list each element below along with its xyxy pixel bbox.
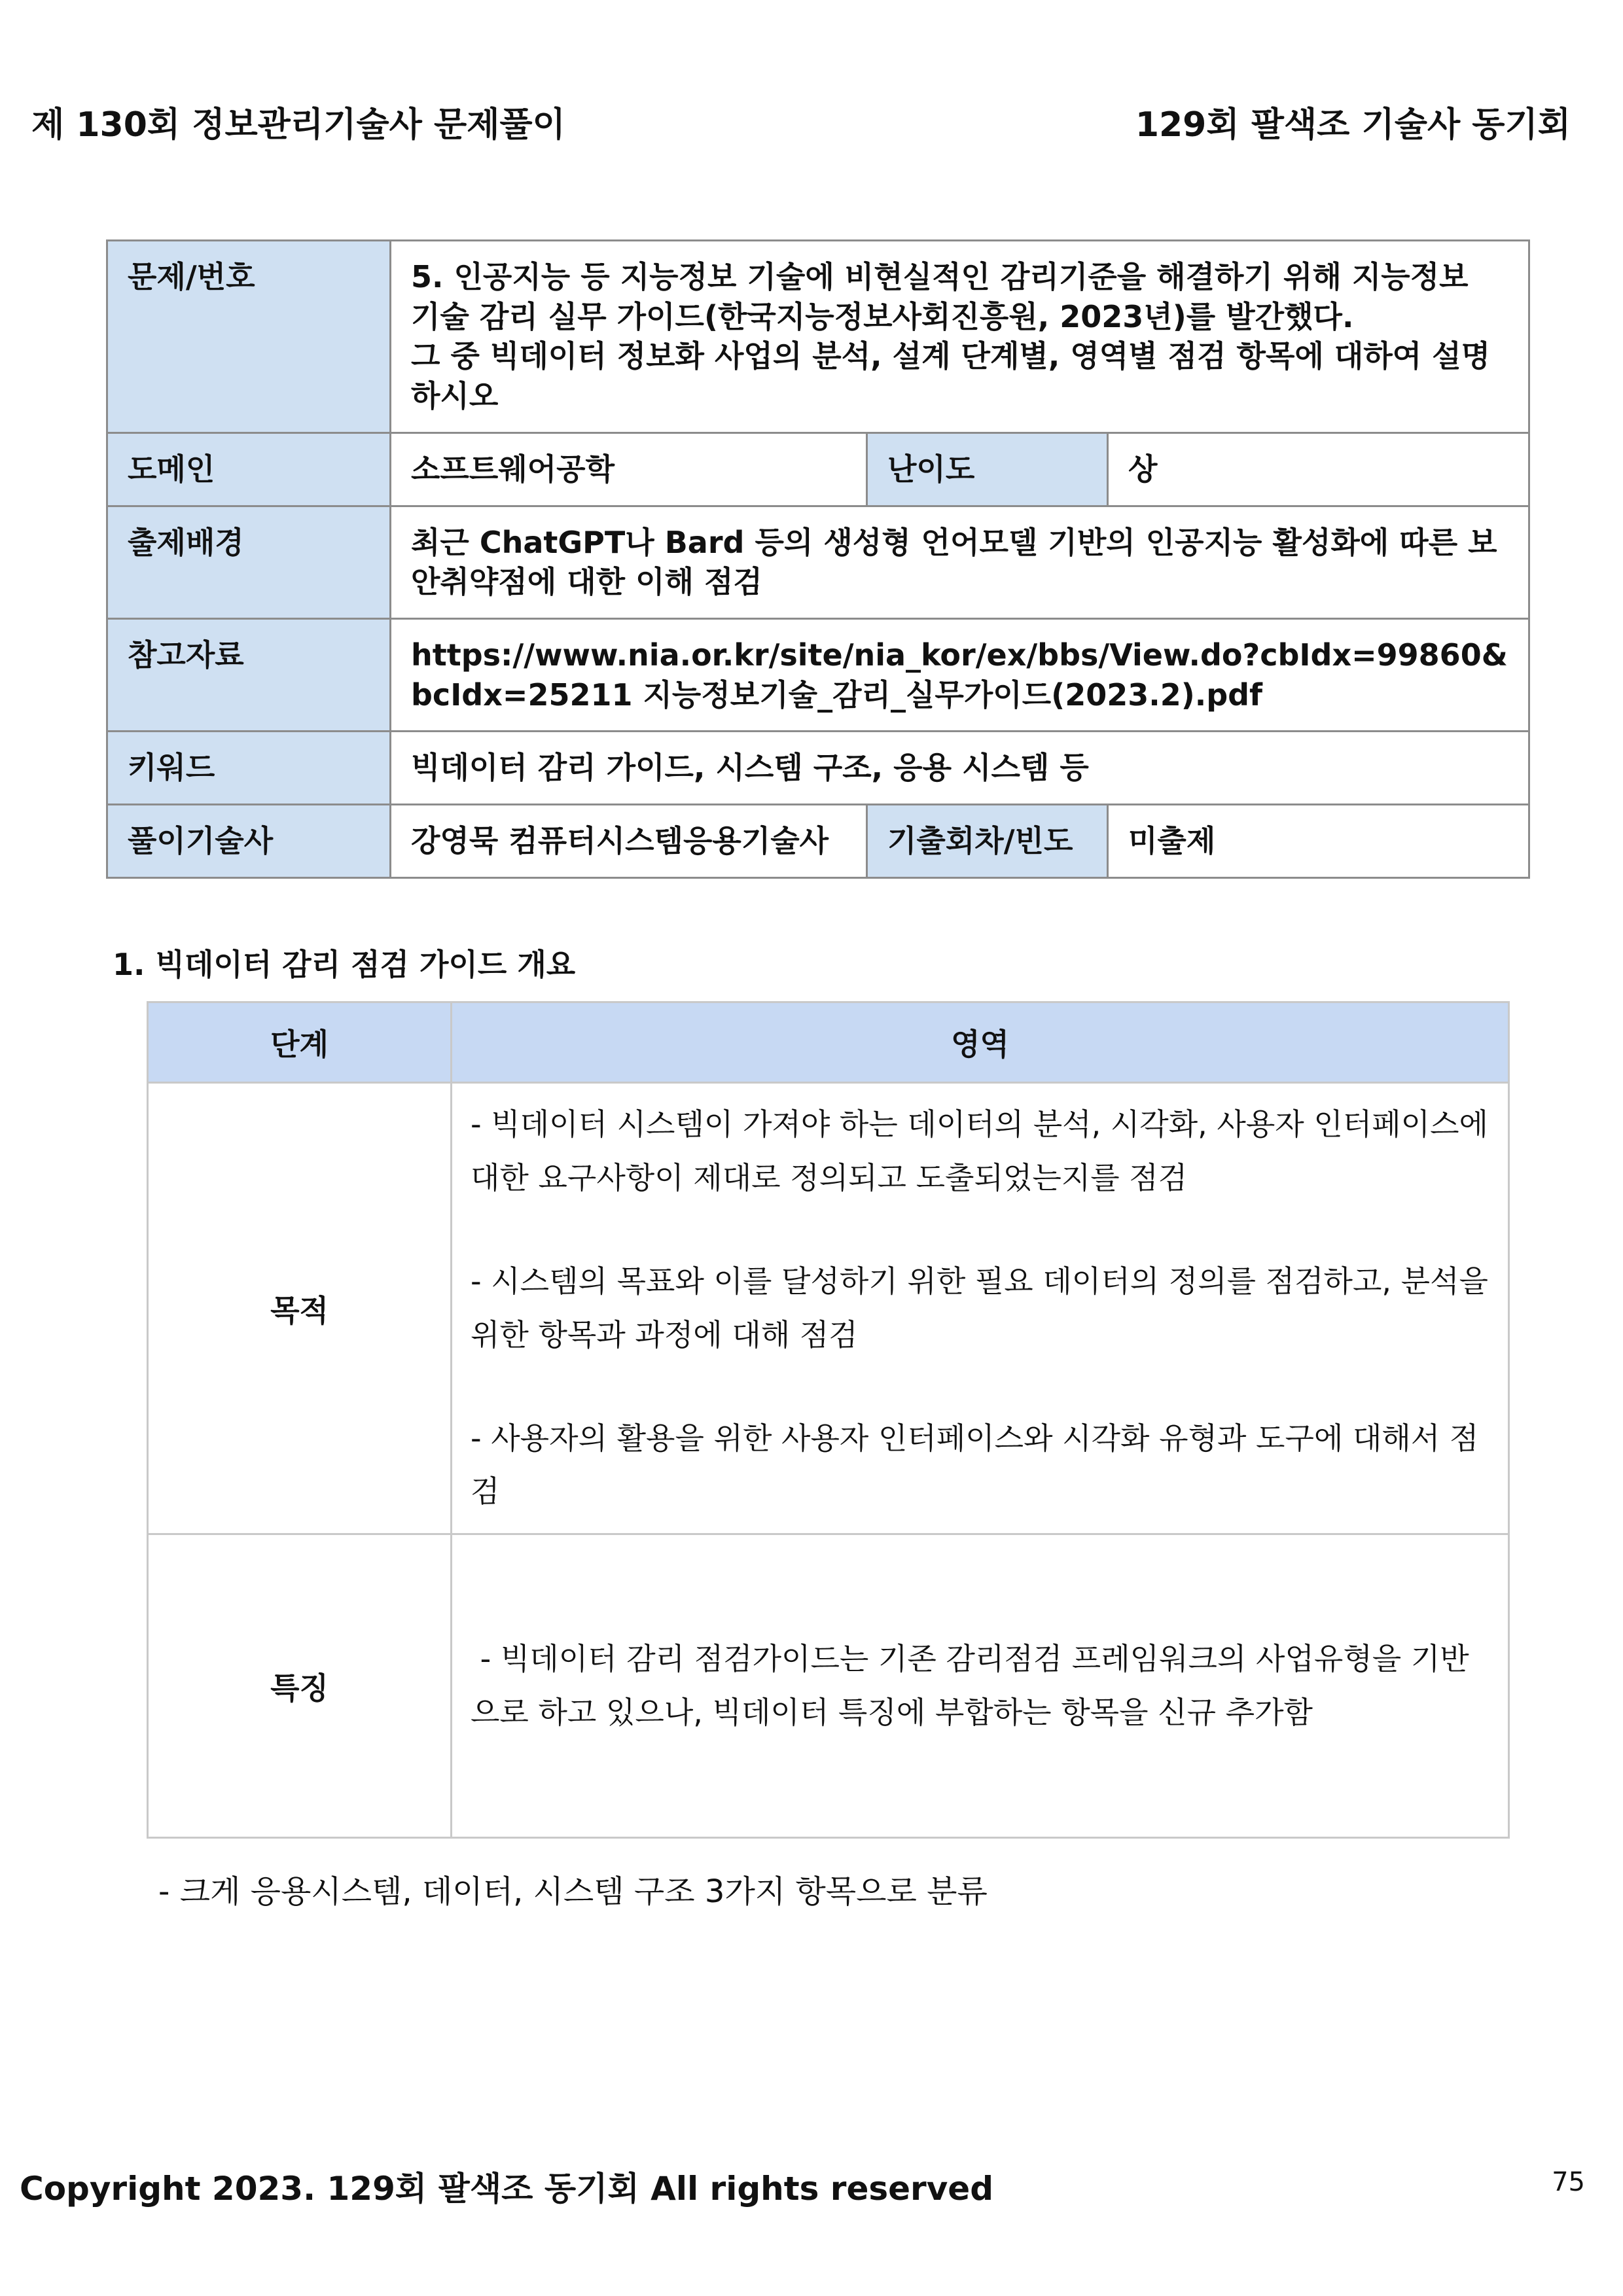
problem-text xyxy=(391,241,1529,433)
frequency-label: 기출회차/빈도 xyxy=(867,805,1108,878)
classification-note: - 크게 응용시스템, 데이터, 시스템 구조 3가지 항목으로 분류 xyxy=(158,1873,988,1910)
domain-row xyxy=(107,433,1529,506)
background-label: 출제배경 xyxy=(107,506,391,618)
domain-value: 소프트웨어공학 xyxy=(391,433,867,506)
feature-content xyxy=(452,1534,1509,1838)
column-header-area: 영역 xyxy=(452,1002,1509,1083)
keyword-row xyxy=(107,732,1529,805)
column-header-stage: 단계 xyxy=(148,1002,452,1083)
solver-label: 풀이기술사 xyxy=(107,805,391,878)
difficulty-label: 난이도 xyxy=(867,433,1108,506)
domain-label: 도메인 xyxy=(107,433,391,506)
problem-line-1: 5. 인공지능 등 지능정보 기술에 비현실적인 감리기준을 해결하기 위해 지능정보 xyxy=(411,259,1469,294)
keyword-value: 빅데이터 감리 가이드, 시스템 구조, 응용 시스템 등 xyxy=(391,732,1529,805)
reference-row xyxy=(107,619,1529,732)
page-number: 75 xyxy=(1552,2167,1585,2197)
purpose-item: - 사용자의 활용을 위한 사용자 인터페이스와 시각화 유형과 도구에 대해서 점검 xyxy=(471,1420,1479,1510)
header-title-right: 129회 팔색조 기술사 동기회 xyxy=(1135,105,1571,145)
keyword-label: 키워드 xyxy=(107,732,391,805)
overview-header-row xyxy=(148,1002,1509,1083)
reference-value: https://www.nia.or.kr/site/nia_kor/ex/bbs/View.do?cbIdx=99860&bcIdx=25211 지능정보기술_감리_실무가이드(2023.2).pdf xyxy=(391,619,1529,732)
purpose-label: 목적 xyxy=(148,1083,452,1534)
problem-line-3: 그 중 빅데이터 정보화 사업의 분석, 설계 단계별, 영역별 점검 항목에 대하여 설명하시오 xyxy=(411,338,1491,414)
purpose-item: - 빅데이터 시스템이 가져야 하는 데이터의 분석, 시각화, 사용자 인터페이스에 대한 요구사항이 제대로 정의되고 도출되었는지를 점검 xyxy=(471,1106,1488,1195)
difficulty-value: 상 xyxy=(1108,433,1529,506)
feature-row xyxy=(148,1534,1509,1838)
overview-table xyxy=(147,1001,1510,1839)
feature-label: 특징 xyxy=(148,1534,452,1838)
solver-value: 강영묵 컴퓨터시스템응용기술사 xyxy=(391,805,867,878)
problem-info-table xyxy=(106,239,1530,879)
background-value: 최근 ChatGPT나 Bard 등의 생성형 언어모델 기반의 인공지능 활성화에 따른 보안취약점에 대한 이해 점검 xyxy=(391,506,1529,618)
reference-label: 참고자료 xyxy=(107,619,391,732)
frequency-value: 미출제 xyxy=(1108,805,1529,878)
purpose-row xyxy=(148,1083,1509,1534)
problem-label: 문제/번호 xyxy=(107,241,391,433)
footer-copyright: Copyright 2023. 129회 팔색조 동기회 All rights reserved xyxy=(20,2170,994,2208)
problem-line-2: 기술 감리 실무 가이드(한국지능정보사회진흥원, 2023년)를 발간했다. xyxy=(411,298,1354,334)
problem-row xyxy=(107,241,1529,433)
solver-row xyxy=(107,805,1529,878)
background-row xyxy=(107,506,1529,618)
section-title: 1. 빅데이터 감리 점검 가이드 개요 xyxy=(113,947,576,982)
feature-item: - 빅데이터 감리 점검가이드는 기존 감리점검 프레임워크의 사업유형을 기반으로 하고 있으나, 빅데이터 특징에 부합하는 항목을 신규 추가함 xyxy=(471,1640,1469,1730)
header-title-left: 제 130회 정보관리기술사 문제풀이 xyxy=(31,105,565,145)
purpose-item: - 시스템의 목표와 이를 달성하기 위한 필요 데이터의 정의를 점검하고, 분석을 위한 항목과 과정에 대해 점검 xyxy=(471,1263,1488,1352)
purpose-content xyxy=(452,1083,1509,1534)
